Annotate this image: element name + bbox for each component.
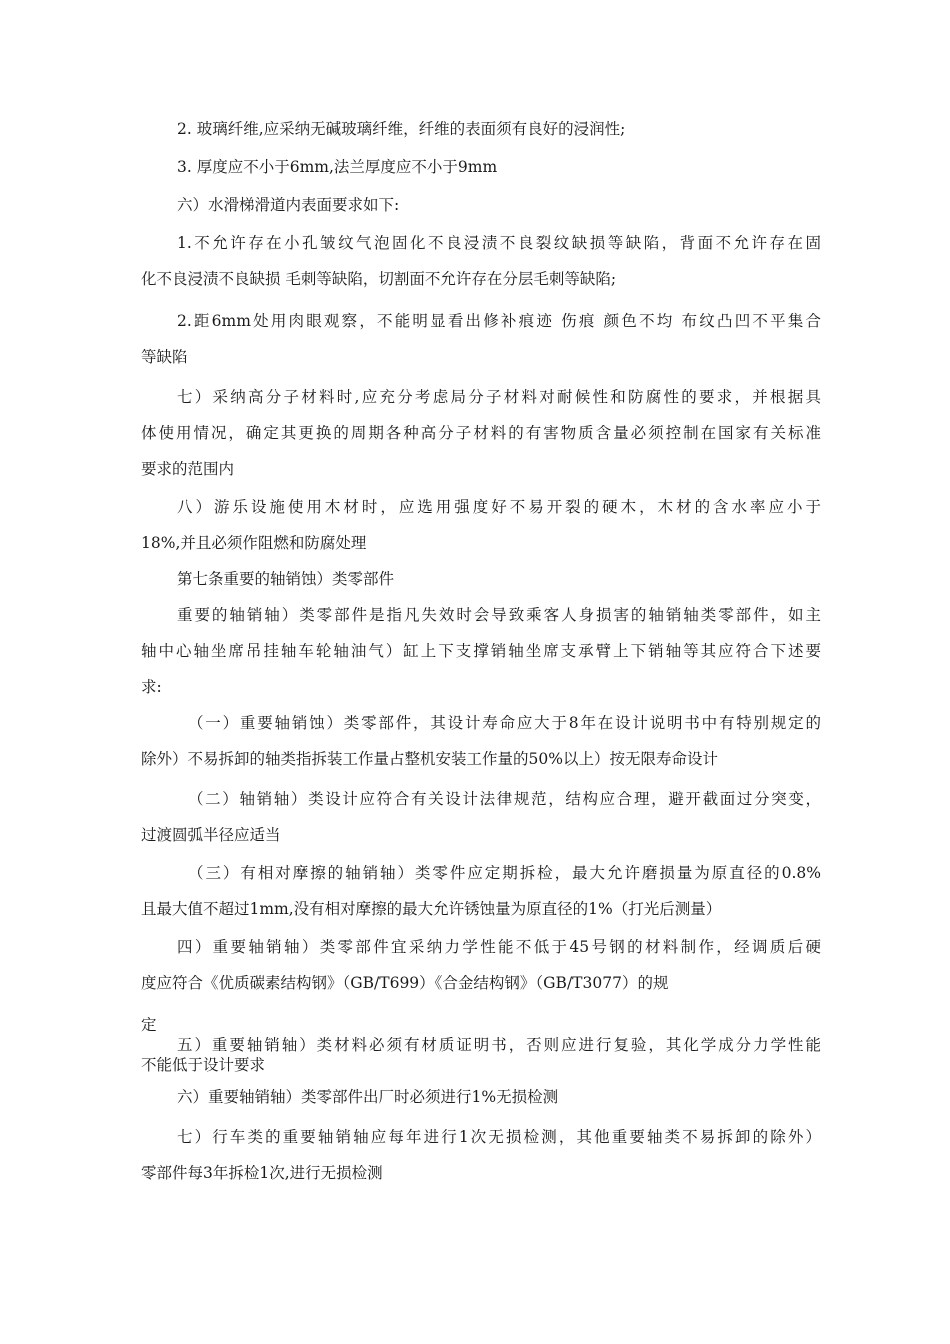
paragraph-line: 度应符合《优质碳素结构钢》（GB/T699）《合金结构钢》（GB/T3077）的规 <box>141 974 669 992</box>
paragraph-line: 重要的轴销轴）类零部件是指凡失效时会导致乘客人身损害的轴销轴类零部件，如主 <box>177 606 821 624</box>
paragraph-line: 18%,并且必须作阻燃和防腐处理 <box>141 534 367 552</box>
paragraph-line: 定 <box>141 1016 157 1034</box>
paragraph-line: 零部件每3年拆检1次,进行无损检测 <box>141 1164 383 1182</box>
paragraph-line: 五）重要轴销轴）类材料必须有材质证明书，否则应进行复验，其化学成分力学性能 <box>177 1036 821 1054</box>
paragraph-line: 轴中心轴坐席吊挂轴车轮轴油气）缸上下支撑销轴坐席支承臂上下销轴等其应符合下述要 <box>141 642 821 660</box>
section-heading: 第七条重要的轴销蚀）类零部件 <box>177 570 395 588</box>
section-heading: 六）水滑梯滑道内表面要求如下: <box>177 196 400 214</box>
paragraph-line: 求: <box>141 678 162 696</box>
paragraph-line: （二）轴销轴）类设计应符合有关设计法律规范，结构应合理，避开截面过分突变， <box>188 790 821 808</box>
paragraph-line: 除外）不易拆卸的轴类指拆装工作量占整机安装工作量的50%以上）按无限寿命设计 <box>141 750 718 768</box>
paragraph-line: 要求的范围内 <box>141 460 235 478</box>
paragraph-line: 体使用情况，确定其更换的周期各种高分子材料的有害物质含量必须控制在国家有关标准 <box>141 424 821 442</box>
paragraph-line: 1.不允许存在小孔皱纹气泡固化不良浸渍不良裂纹缺损等缺陷，背面不允许存在固 <box>177 234 821 252</box>
paragraph-line: 七）采纳高分子材料时,应充分考虑局分子材料对耐候性和防腐性的要求，并根据具 <box>177 388 821 406</box>
paragraph-line: 化不良浸渍不良缺损 毛刺等缺陷，切割面不允许存在分层毛刺等缺陷; <box>141 270 617 288</box>
paragraph-line: 等缺陷 <box>141 348 188 366</box>
paragraph-line: 2.距6mm处用肉眼观察，不能明显看出修补痕迹 伤痕 颜色不均 布纹凸凹不平集合 <box>177 312 821 330</box>
paragraph-line: 2. 玻璃纤维,应采纳无碱玻璃纤维，纤维的表面须有良好的浸润性; <box>177 120 626 138</box>
paragraph-line: 八）游乐设施使用木材时，应选用强度好不易开裂的硬木，木材的含水率应小于 <box>177 498 821 516</box>
paragraph-line: 七）行车类的重要轴销轴应每年进行1次无损检测，其他重要轴类不易拆卸的除外） <box>177 1128 821 1146</box>
paragraph-line: 3. 厚度应不小于6mm,法兰厚度应不小于9mm <box>177 158 498 176</box>
paragraph-line: 且最大值不超过1mm,没有相对摩擦的最大允许锈蚀量为原直径的1%（打光后测量） <box>141 900 722 918</box>
paragraph-line: 六）重要轴销轴）类零部件出厂时必须进行1%无损检测 <box>177 1088 559 1106</box>
paragraph-line: （三）有相对摩擦的轴销轴）类零件应定期拆检，最大允许磨损量为原直径的0.8% <box>188 864 821 882</box>
paragraph-line: 不能低于设计要求 <box>141 1056 266 1074</box>
paragraph-line: 过渡圆弧半径应适当 <box>141 826 281 844</box>
paragraph-line: 四）重要轴销轴）类零部件宜采纳力学性能不低于45号钢的材料制作，经调质后硬 <box>177 938 821 956</box>
paragraph-line: （一）重要轴销蚀）类零部件，其设计寿命应大于8年在设计说明书中有特别规定的 <box>188 714 821 732</box>
